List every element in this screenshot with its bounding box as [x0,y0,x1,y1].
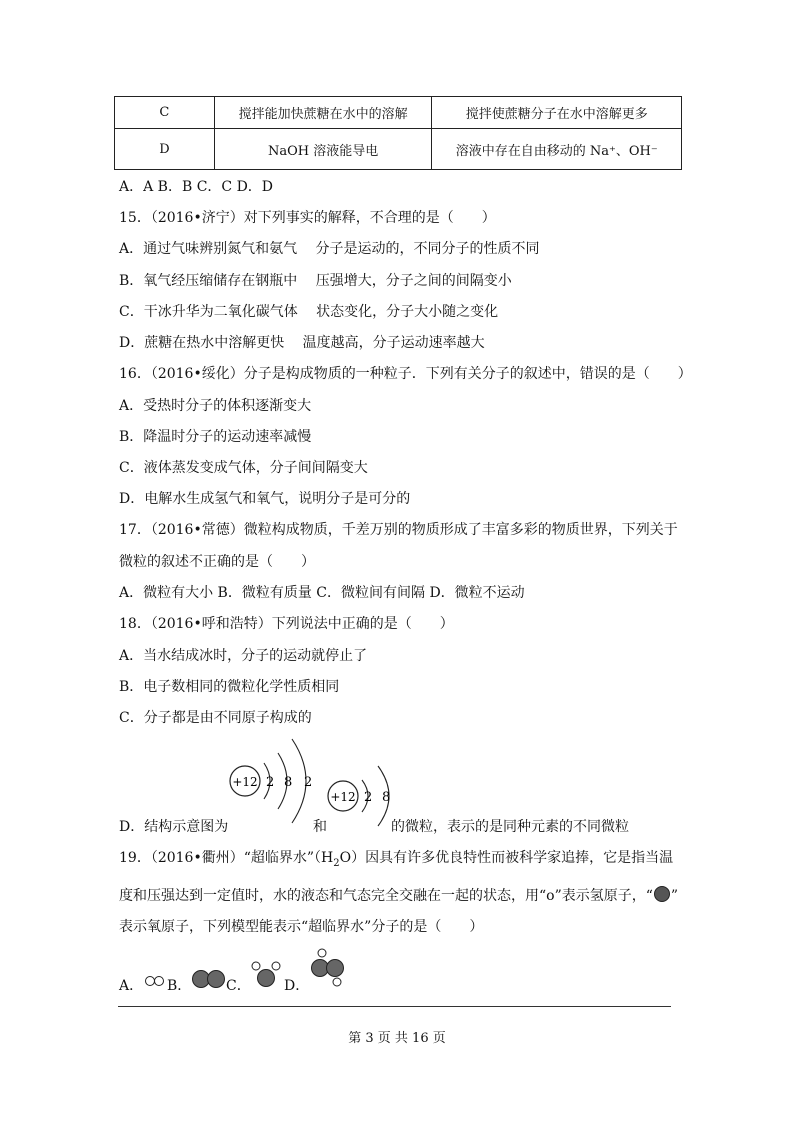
q15-stem: 15．（2016•济宁）对下列事实的解释，不合理的是（ ） [119,210,496,226]
q16-option-c: C．液体蒸发变成气体，分子间间隔变大 [119,460,368,476]
q18-option-a: A．当水结成冰时，分子的运动就停止了 [119,648,368,664]
q17-stem-line1: 17．（2016•常德）微粒构成物质，千差万别的物质形成了丰富多彩的物质世界，下列关于 [119,522,678,538]
q19-option-a-label: A． [119,978,144,994]
question-table [114,96,682,170]
q18-option-b: B．电子数相同的微粒化学性质相同 [119,679,340,695]
q14-answer-options: A．A B．B C．C D．D [119,179,274,195]
q15-option-c: C．干冰升华为二氧化碳气体 状态变化，分子大小随之变化 [119,304,499,320]
molecule-model-b-icon [190,966,230,990]
oxygen-atom-icon [654,886,670,902]
table-cell-explanation: 溶液中存在自由移动的 Na⁺、OH⁻ [432,129,682,170]
subscript-2: 2 [333,857,340,869]
shell-electrons: 2 [304,775,313,790]
q18-option-c: C．分子都是由不同原子构成的 [119,710,312,726]
q19-stem-line3: 表示氧原子，下列模型能表示“超临界水”分子的是（ ） [119,919,484,935]
molecule-model-c-icon [248,958,284,990]
nucleus-charge: +12 [330,790,356,804]
q16-option-b: B．降温时分子的运动速率减慢 [119,429,312,445]
table-cell-explanation: 搅拌使蔗糖分子在水中溶解更多 [432,97,682,129]
table-cell-option: D [115,129,215,170]
table-cell-fact: NaOH 溶液能导电 [214,129,432,170]
q19-stem-line1 [119,847,673,869]
shell-electrons: 8 [284,775,293,790]
q18-option-d-suffix: 的微粒，表示的是同种元素的不同微粒 [391,819,629,835]
shell-electrons: 2 [364,790,373,805]
q19-line2-text: 度和压强达到一定值时，水的液态和气态完全交融在一起的状态，用“o”表示氢原子，“ [119,888,653,904]
q19-stem-prefix: 19．（2016•衢州）“超临界水”（H [119,850,334,866]
table-row [115,97,682,129]
q16-option-a: A．受热时分子的体积逐渐变大 [119,398,312,414]
table-cell-fact: 搅拌能加快蔗糖在水中的溶解 [214,97,432,129]
atom-structure-diagram-1 [226,735,326,835]
q16-stem: 16．（2016•绥化）分子是构成物质的一种粒子．下列有关分子的叙述中，错误的是（ ） [119,366,692,382]
footer-divider [118,1006,671,1007]
q19-option-c-label: C． [226,978,251,994]
atom-structure-diagram-2 [324,760,396,836]
q15-option-d: D．蔗糖在热水中溶解更快 温度越高，分子运动速率越大 [119,335,485,351]
q15-option-b: B．氧气经压缩储存在钢瓶中 压强增大，分子之间的间隔变小 [119,273,512,289]
q19-option-b-label: B． [167,978,192,994]
q17-options: A．微粒有大小 B．微粒有质量 C．微粒间有间隔 D．微粒不运动 [119,585,525,601]
q18-option-d-prefix: D．结构示意图为 [119,819,229,835]
q19-stem-suffix: O）因具有许多优良特性而被科学家追捧，它是指当温 [339,850,674,866]
q19-line2-end: ” [670,888,679,904]
q18-stem: 18．（2016•呼和浩特）下列说法中正确的是（ ） [119,616,454,632]
shell-electrons: 2 [266,775,275,790]
table-cell-option: C [115,97,215,129]
q15-option-a: A．通过气味辨别氮气和氨气 分子是运动的，不同分子的性质不同 [119,241,540,257]
q18-option-d-and: 和 [313,819,327,835]
q19-option-d-label: D． [284,978,310,994]
q16-option-d: D．电解水生成氢气和氧气，说明分子是可分的 [119,491,411,507]
page-number: 第 3 页 共 16 页 [348,1031,446,1046]
q17-stem-line2: 微粒的叙述不正确的是（ ） [119,554,315,570]
q19-stem-line2 [119,885,678,905]
shell-electrons: 8 [382,790,391,805]
table-row [115,129,682,170]
nucleus-charge: +12 [232,775,258,789]
molecule-model-d-icon [306,946,350,990]
